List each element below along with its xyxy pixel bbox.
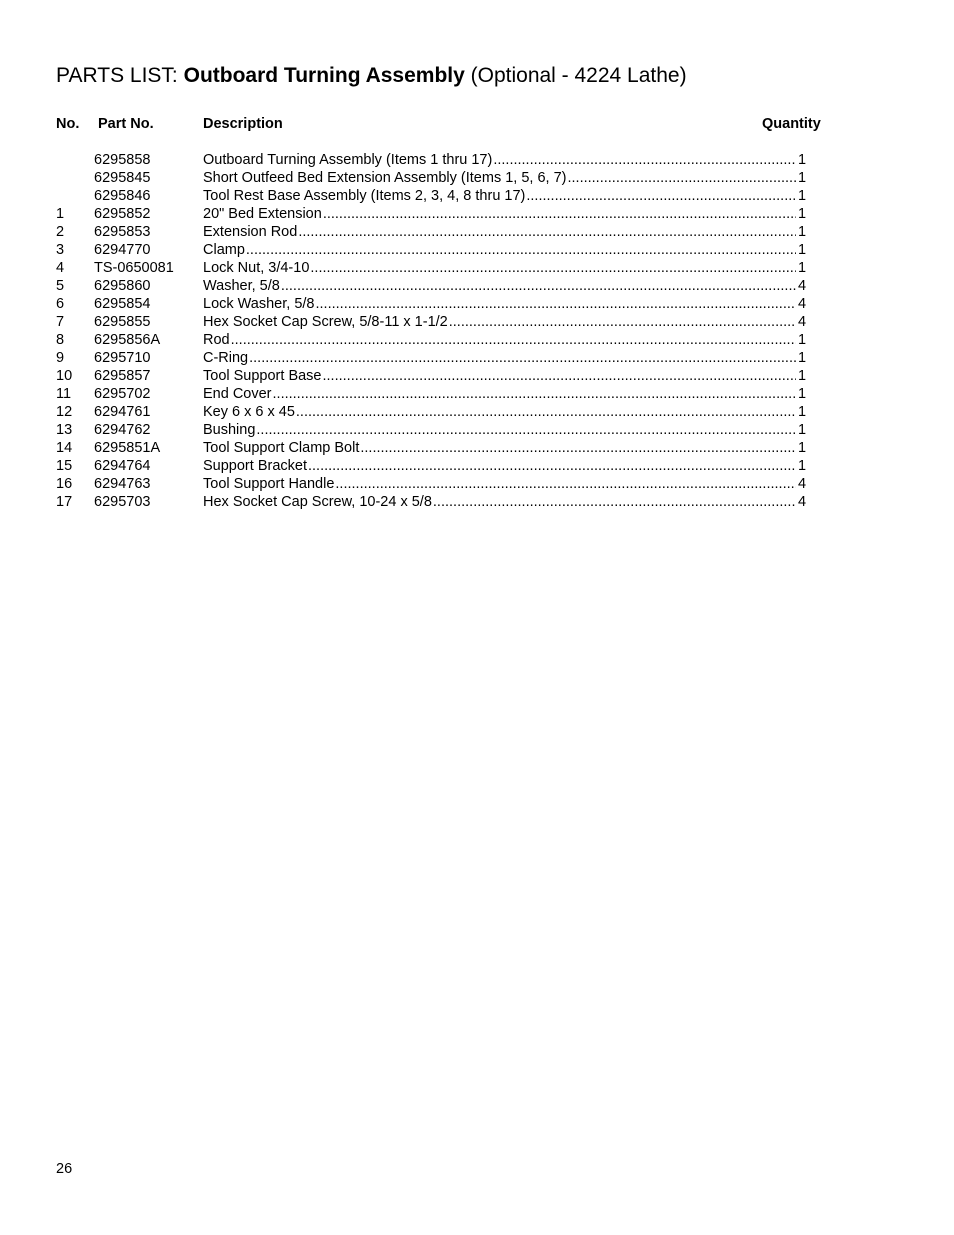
description: C-Ring [203,350,249,366]
column-header-description: Description [203,116,283,132]
part-number: 6295845 [94,170,151,186]
item-number: 1 [56,206,65,222]
quantity: 1 [798,440,807,456]
dot-leader [323,367,797,385]
dot-leader [567,169,796,187]
part-number: 6295846 [94,188,151,204]
item-number: 17 [56,494,73,510]
quantity: 1 [798,206,807,222]
table-row [0,223,954,241]
table-row [0,493,954,511]
item-number: 6 [56,296,65,312]
item-number: 12 [56,404,73,420]
part-number: 6294764 [94,458,151,474]
description-cell [203,187,796,205]
item-number: 16 [56,476,73,492]
part-number: 6294763 [94,476,151,492]
dot-leader [298,223,796,241]
table-row [0,385,954,403]
part-number: 6295858 [94,152,151,168]
table-row [0,313,954,331]
quantity: 1 [798,188,807,204]
item-number: 4 [56,260,65,276]
dot-leader [281,277,796,295]
description-cell [203,367,796,385]
quantity: 4 [798,278,807,294]
table-row [0,403,954,421]
description-cell [203,277,796,295]
description: Tool Support Handle [203,476,335,492]
description-cell [203,313,796,331]
description: Extension Rod [203,224,298,240]
quantity: 4 [798,476,807,492]
quantity: 4 [798,314,807,330]
description: End Cover [203,386,272,402]
dot-leader [308,457,796,475]
item-number: 11 [56,386,72,402]
column-header-no: No. [56,116,80,132]
table-row [0,421,954,439]
description: Outboard Turning Assembly (Items 1 thru 17) [203,152,493,168]
part-number: TS-0650081 [94,260,174,276]
part-number: 6295856A [94,332,161,348]
item-number: 7 [56,314,65,330]
quantity: 1 [798,368,807,384]
part-number: 6295854 [94,296,151,312]
dot-leader [246,241,796,259]
quantity: 1 [798,458,807,474]
quantity: 4 [798,296,807,312]
page-number: 26 [56,1161,73,1177]
description: Rod [203,332,230,348]
column-header-quantity: Quantity [762,116,821,132]
table-row [0,331,954,349]
table-row [0,187,954,205]
dot-leader [526,187,796,205]
description: Hex Socket Cap Screw, 10-24 x 5/8 [203,494,432,510]
dot-leader [360,439,796,457]
quantity: 4 [798,494,807,510]
description-cell [203,205,796,223]
description: Support Bracket [203,458,307,474]
description-cell [203,385,796,403]
dot-leader [323,205,796,223]
table-row [0,205,954,223]
table-row [0,259,954,277]
dot-leader [249,349,796,367]
description: Lock Washer, 5/8 [203,296,315,312]
part-number: 6295860 [94,278,151,294]
item-number: 5 [56,278,65,294]
description-cell [203,295,796,313]
quantity: 1 [798,404,807,420]
part-number: 6295855 [94,314,151,330]
description-cell [203,223,796,241]
table-row [0,439,954,457]
dot-leader [335,475,796,493]
table-row [0,367,954,385]
item-number: 15 [56,458,73,474]
table-row [0,241,954,259]
description-cell [203,457,796,475]
part-number: 6294762 [94,422,151,438]
description: Key 6 x 6 x 45 [203,404,295,420]
part-number: 6294761 [94,404,151,420]
description-cell [203,475,796,493]
description-cell [203,259,796,277]
parts-table [0,151,954,511]
item-number: 9 [56,350,65,366]
title-prefix: PARTS LIST: [56,64,184,87]
description-cell [203,493,796,511]
part-number: 6295853 [94,224,151,240]
quantity: 1 [798,224,807,240]
dot-leader [316,295,797,313]
quantity: 1 [798,332,807,348]
description-cell [203,241,796,259]
description: Washer, 5/8 [203,278,280,294]
description: Tool Support Clamp Bolt [203,440,360,456]
description-cell [203,439,796,457]
description: Clamp [203,242,245,258]
dot-leader [433,493,796,511]
item-number: 8 [56,332,65,348]
quantity: 1 [798,422,807,438]
description-cell [203,331,796,349]
quantity: 1 [798,242,807,258]
dot-leader [273,385,796,403]
column-header-part-no: Part No. [98,116,154,132]
table-row [0,349,954,367]
item-number: 10 [56,368,73,384]
description-cell [203,421,796,439]
description: 20" Bed Extension [203,206,322,222]
dot-leader [256,421,796,439]
quantity: 1 [798,386,807,402]
part-number: 6295852 [94,206,151,222]
dot-leader [493,151,796,169]
table-row [0,277,954,295]
dot-leader [310,259,796,277]
table-row [0,169,954,187]
table-row [0,151,954,169]
part-number: 6295702 [94,386,151,402]
part-number: 6295710 [94,350,151,366]
dot-leader [231,331,796,349]
table-row [0,295,954,313]
description-cell [203,349,796,367]
title-assembly-name: Outboard Turning Assembly [183,64,465,87]
description-cell [203,169,796,187]
description: Tool Rest Base Assembly (Items 2, 3, 4, 8 thru 17) [203,188,526,204]
title-suffix: (Optional - 4224 Lathe) [464,64,687,87]
description: Bushing [203,422,256,438]
description-cell [203,151,796,169]
item-number: 13 [56,422,73,438]
description-cell [203,403,796,421]
description: Tool Support Base [203,368,322,384]
page-title [56,64,687,88]
item-number: 2 [56,224,65,240]
dot-leader [449,313,796,331]
quantity: 1 [798,350,807,366]
part-number: 6295857 [94,368,151,384]
table-row [0,475,954,493]
quantity: 1 [798,260,807,276]
item-number: 3 [56,242,65,258]
part-number: 6295703 [94,494,151,510]
dot-leader [296,403,796,421]
part-number: 6294770 [94,242,151,258]
description: Lock Nut, 3/4-10 [203,260,310,276]
description: Hex Socket Cap Screw, 5/8-11 x 1-1/2 [203,314,448,330]
quantity: 1 [798,170,807,186]
quantity: 1 [798,152,807,168]
part-number: 6295851A [94,440,161,456]
item-number: 14 [56,440,73,456]
table-row [0,457,954,475]
description: Short Outfeed Bed Extension Assembly (Items 1, 5, 6, 7) [203,170,567,186]
